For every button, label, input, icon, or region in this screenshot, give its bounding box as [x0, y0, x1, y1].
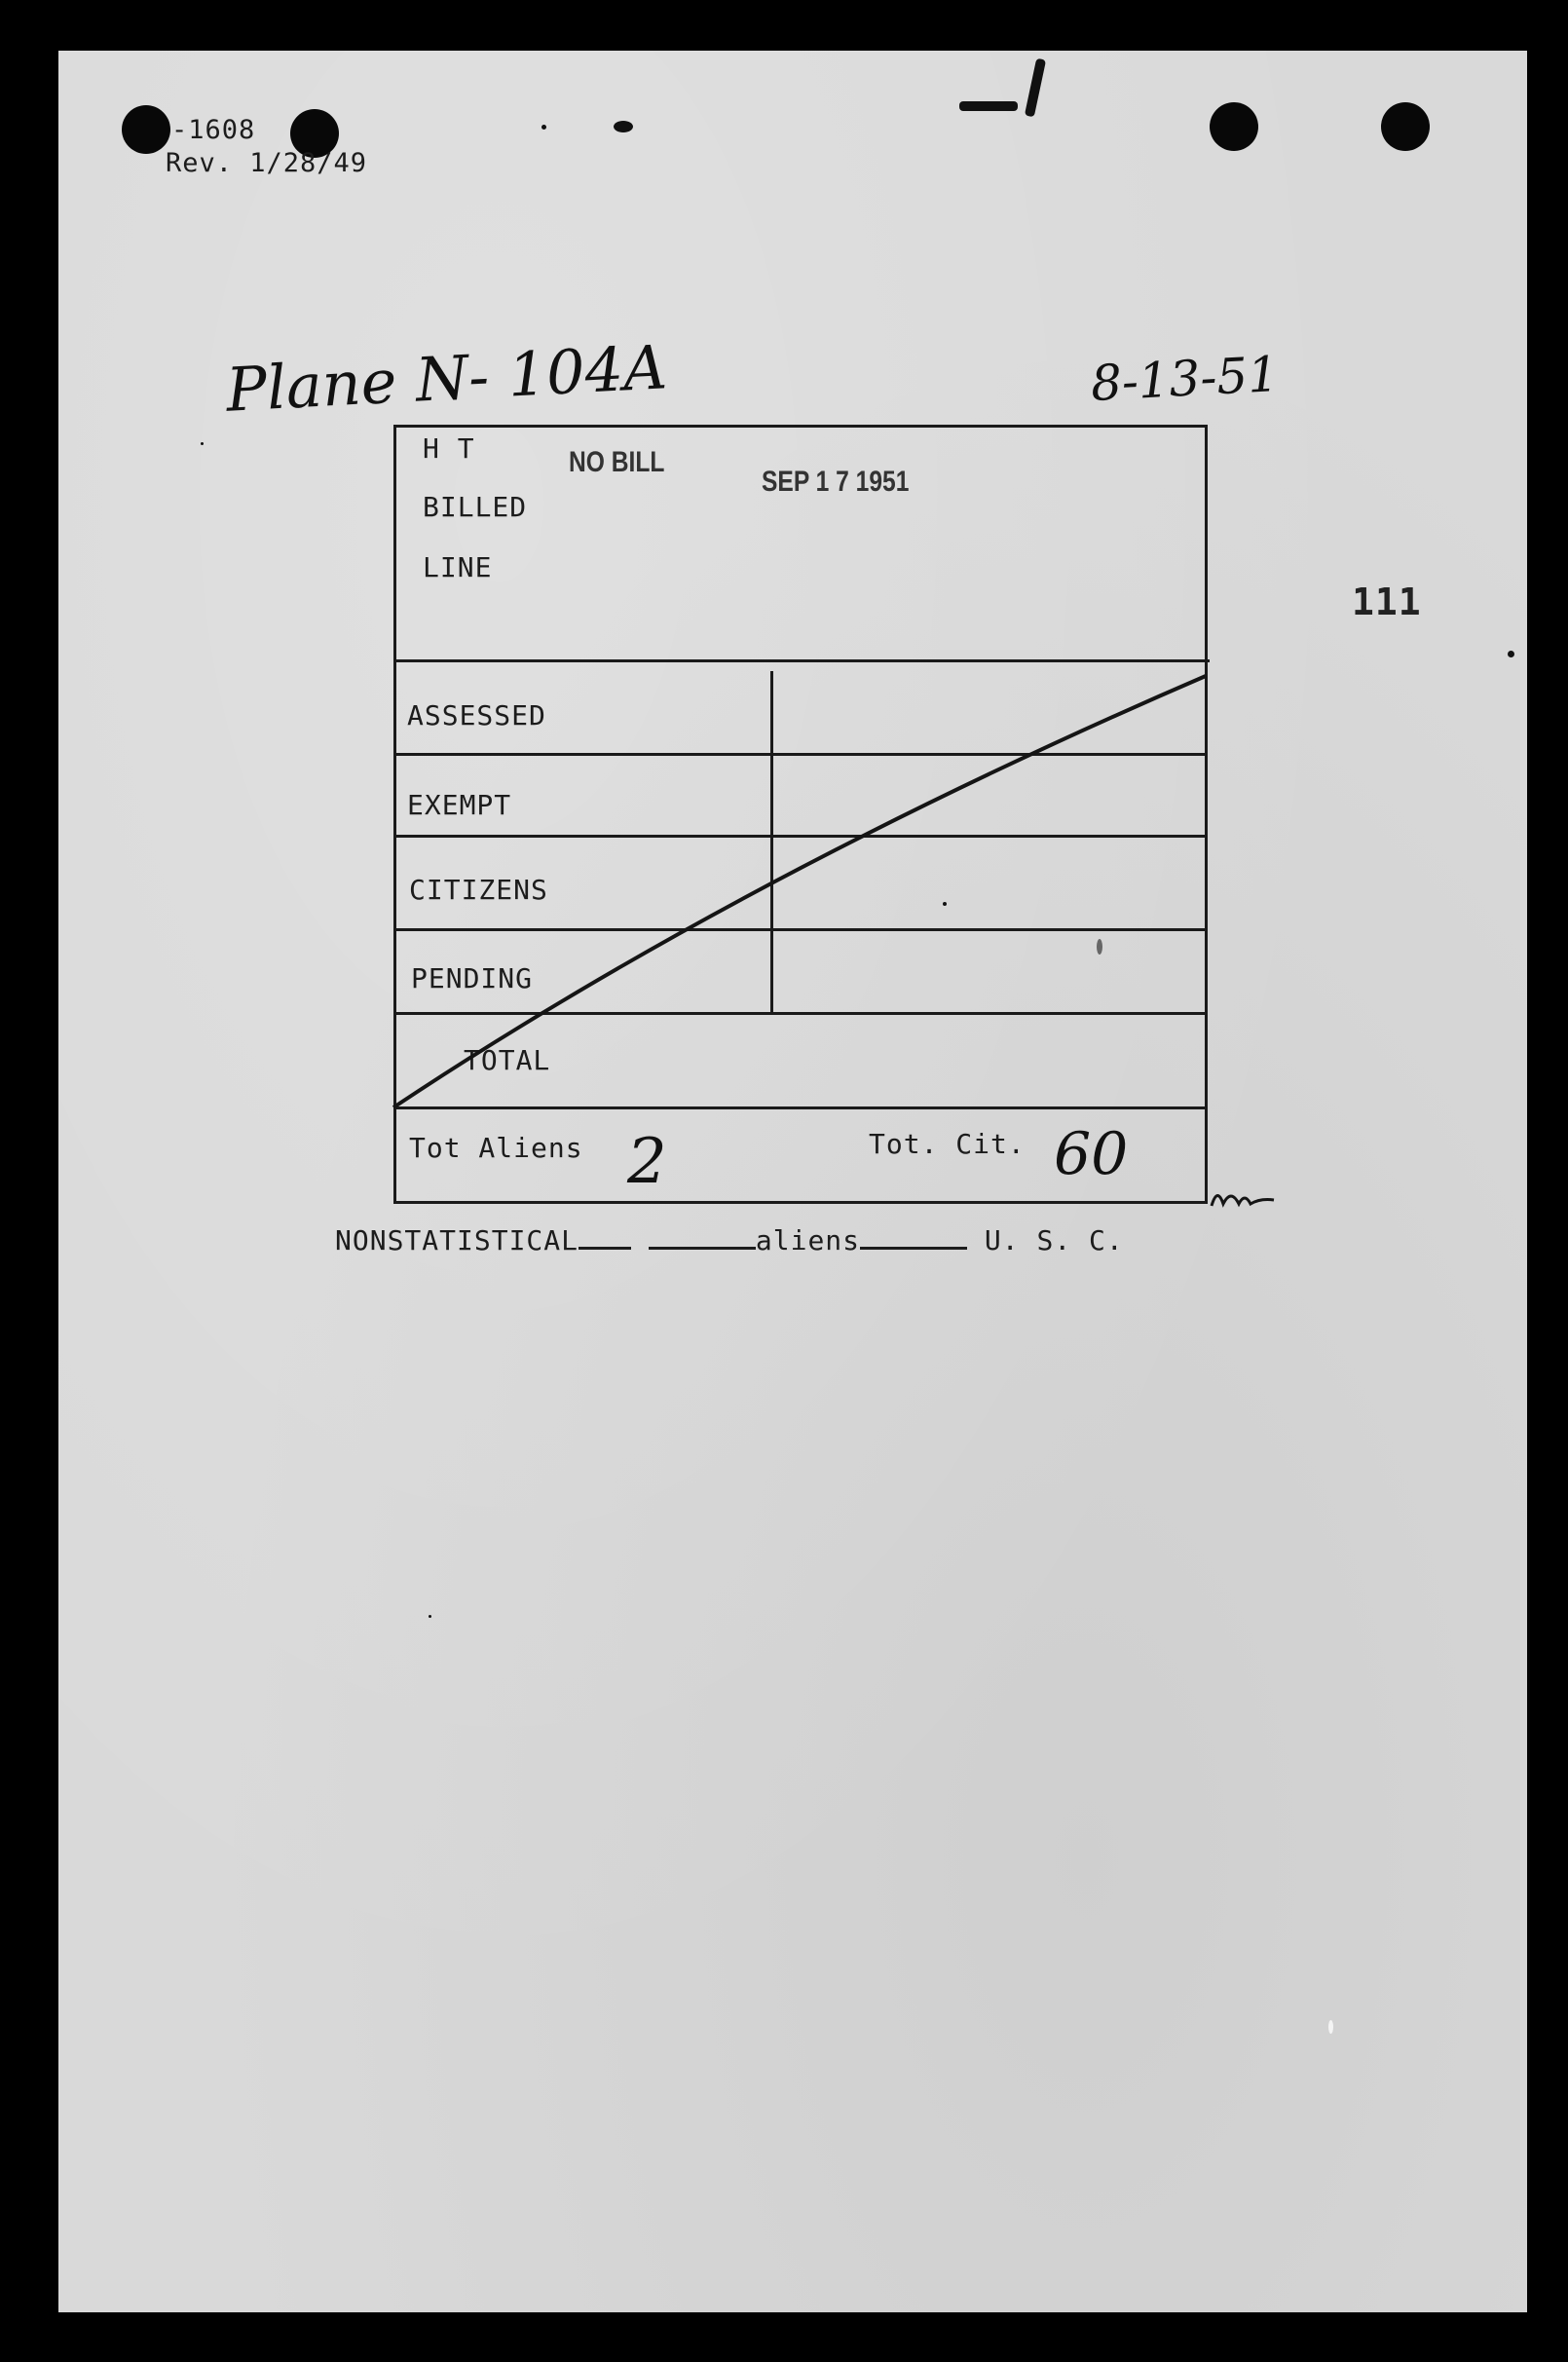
stray-mark	[1328, 2020, 1333, 2034]
page-number: 111	[1352, 581, 1422, 623]
stray-mark	[201, 442, 204, 445]
blank-field	[579, 1223, 631, 1250]
label-total: TOTAL	[464, 1044, 551, 1076]
label-citizens: CITIZENS	[409, 874, 548, 906]
diagonal-cancel-line	[393, 676, 1206, 1107]
no-bill-stamp: NO BILL	[569, 446, 665, 478]
handwritten-plane-number: Plane N- 104A	[224, 331, 669, 426]
stray-mark	[429, 1615, 431, 1618]
stray-mark	[943, 902, 947, 906]
label-usc: U. S. C.	[984, 1224, 1124, 1256]
label-pending: PENDING	[411, 962, 534, 994]
footer-line	[335, 1223, 1124, 1256]
handwritten-tot-cit: 60	[1054, 1120, 1129, 1188]
received-date-stamp: SEP 1 7 1951	[762, 466, 910, 498]
form-revision: Rev. 1/28/49	[166, 148, 368, 178]
label-billed: BILLED	[423, 491, 528, 523]
label-line: LINE	[423, 551, 493, 583]
label-exempt: EXEMPT	[407, 789, 512, 821]
form-number: -1608	[171, 115, 256, 145]
initials-scribble	[1212, 1195, 1274, 1206]
handwritten-date: 8-13-51	[1089, 345, 1281, 413]
label-ht: H T	[423, 432, 475, 465]
stray-mark	[1508, 651, 1514, 657]
label-assessed: ASSESSED	[407, 699, 546, 731]
handwritten-tot-aliens: 2	[627, 1126, 667, 1198]
label-aliens: aliens	[755, 1224, 861, 1256]
label-tot-aliens: Tot Aliens	[409, 1132, 583, 1164]
label-tot-cit: Tot. Cit.	[869, 1128, 1026, 1160]
blank-field	[649, 1223, 756, 1250]
blank-field	[860, 1223, 967, 1250]
label-nonstatistical: NONSTATISTICAL	[335, 1224, 579, 1256]
stray-mark	[1097, 939, 1102, 955]
